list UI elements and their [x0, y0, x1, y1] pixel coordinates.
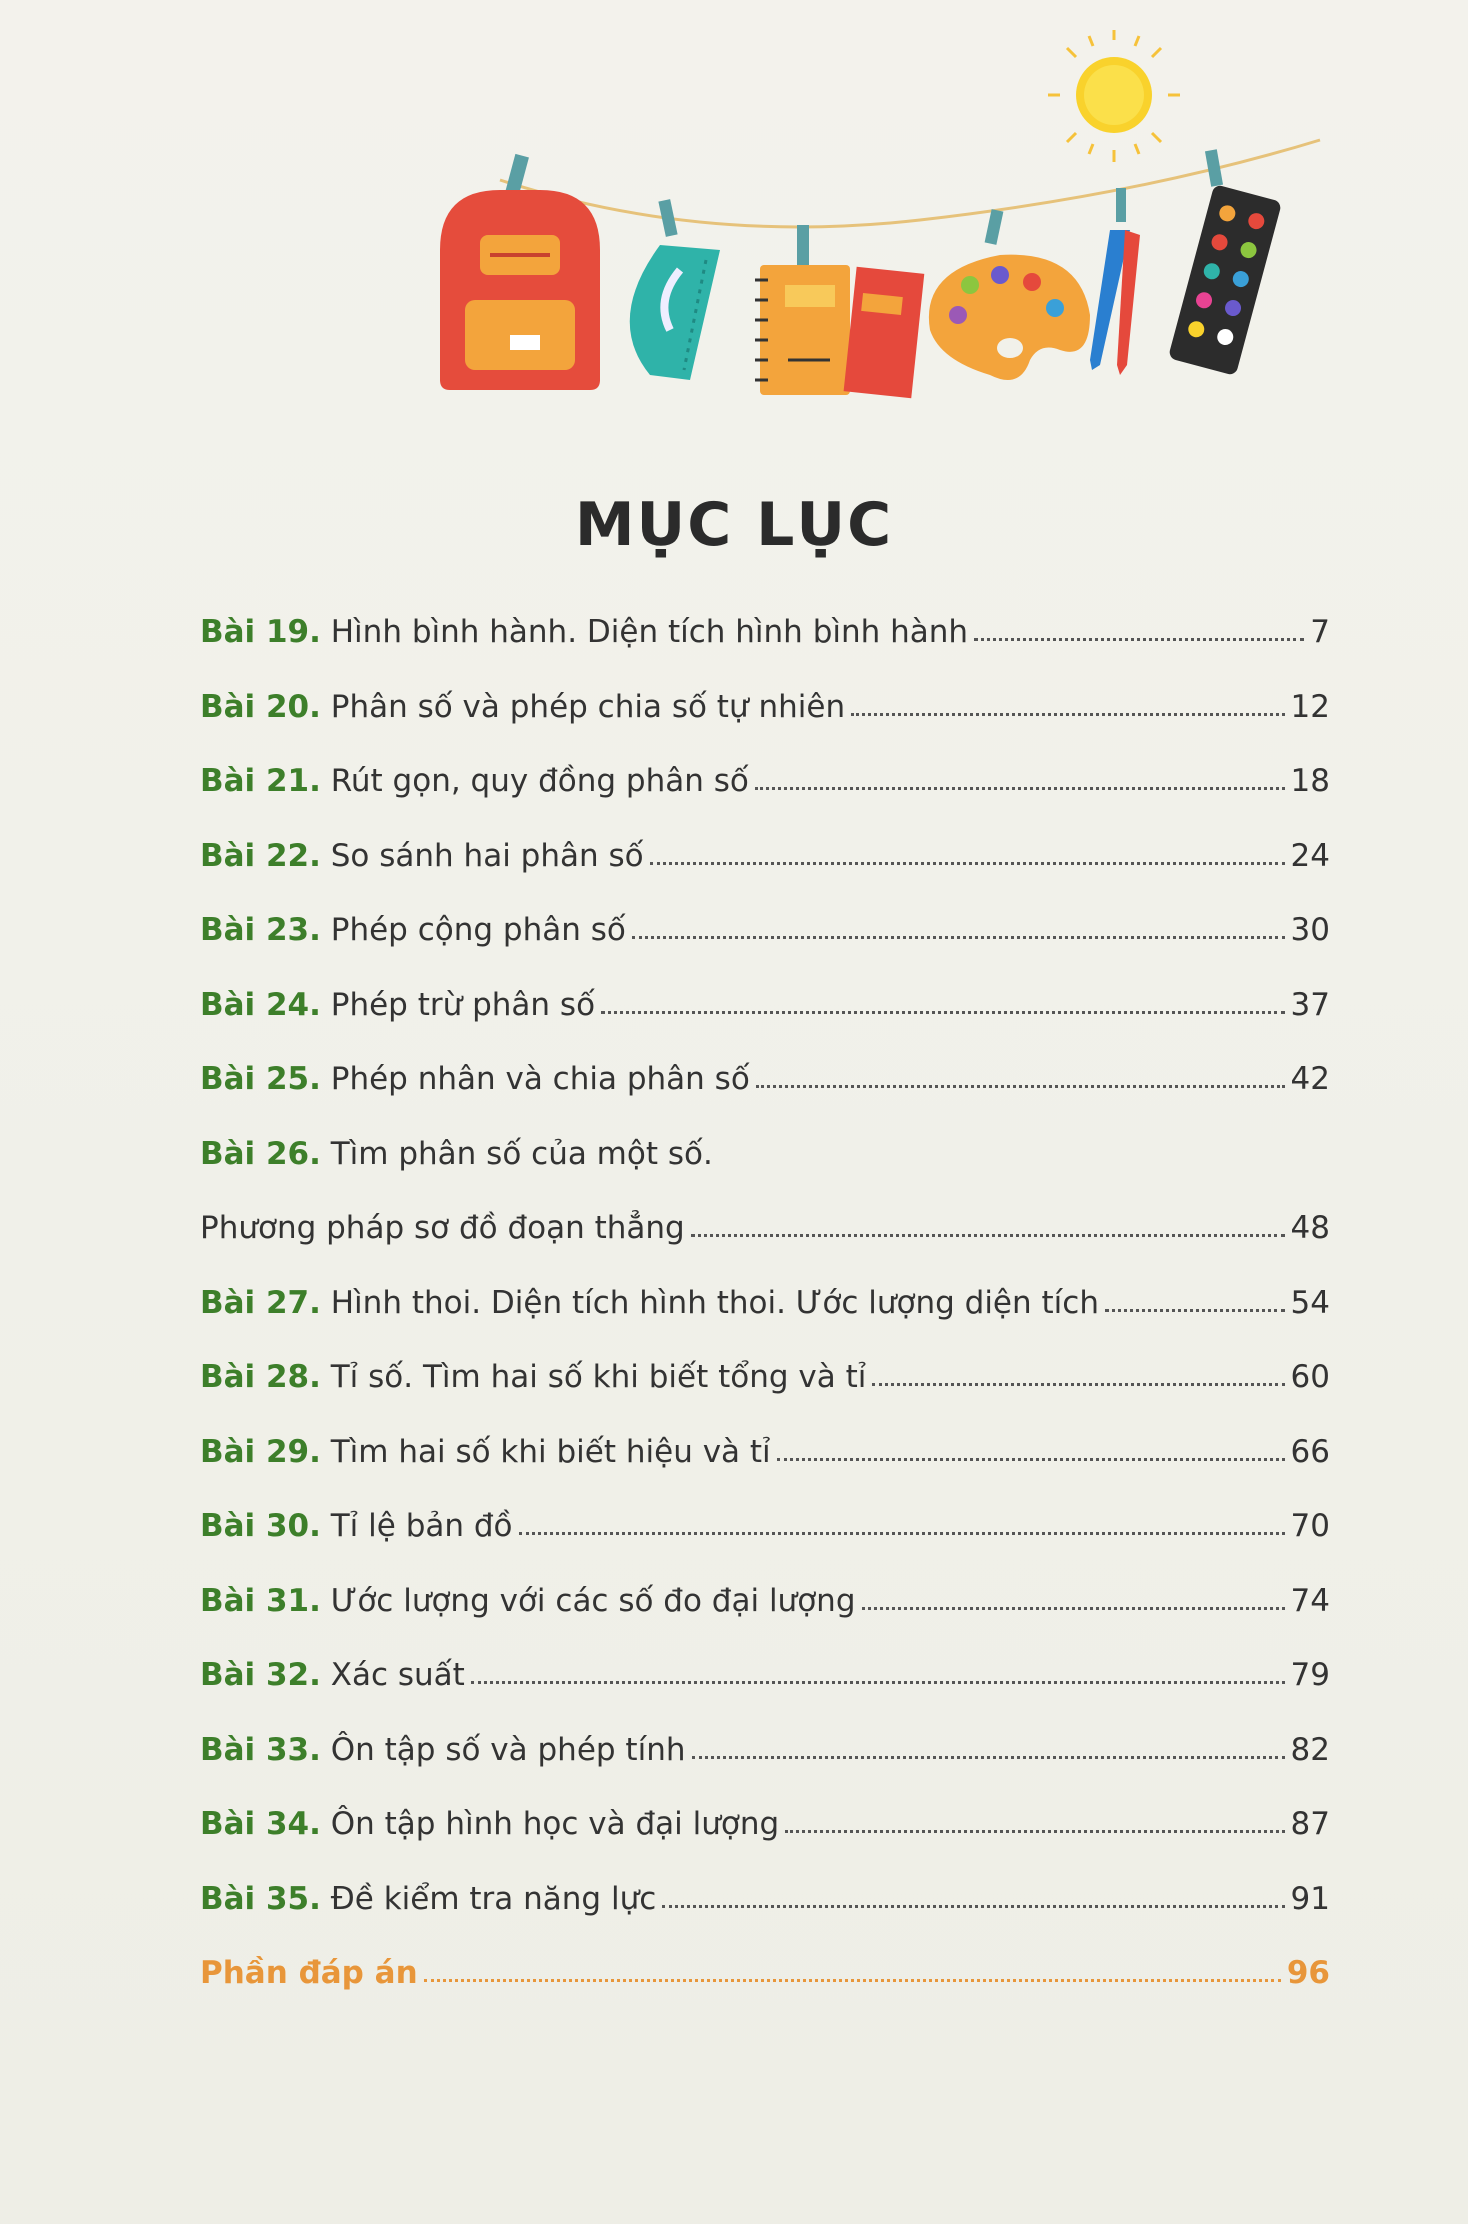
page-number: 70 [1290, 1508, 1330, 1544]
lesson-title: Tỉ số. Tìm hai số khi biết tổng và tỉ [330, 1359, 867, 1395]
sun-icon [1048, 30, 1180, 162]
page-number: 74 [1290, 1582, 1330, 1619]
toc-entry-label [200, 1806, 779, 1842]
notebook-icon [755, 225, 850, 395]
page-number: 42 [1290, 1061, 1330, 1097]
toc-entry-label [200, 1136, 713, 1172]
toc-entry-label [200, 1434, 771, 1470]
lesson-number: Bài 22. [200, 837, 321, 874]
toc-entry [200, 1122, 1330, 1172]
lesson-number: Bài 29. [200, 1433, 321, 1470]
dot-leader [755, 787, 1285, 790]
dot-leader [691, 1234, 1285, 1237]
lesson-title: Phân số và phép chia số tự nhiên [330, 688, 846, 725]
toc-entry [200, 1867, 1330, 1917]
answers-entry [200, 1941, 1330, 1991]
toc-entry-label [200, 614, 968, 650]
lesson-title: Phép nhân và chia phân số [330, 1061, 750, 1097]
pencil-icon [1090, 188, 1140, 375]
dot-leader [424, 1979, 1281, 1982]
page-number: 48 [1290, 1210, 1330, 1246]
dot-leader [756, 1085, 1285, 1088]
lesson-title: Hình thoi. Diện tích hình thoi. Ước lượng diện tích [330, 1284, 1099, 1321]
page-number: 12 [1290, 688, 1330, 725]
lesson-number: Bài 28. [200, 1359, 321, 1395]
dot-leader [662, 1905, 1284, 1908]
lesson-number: Bài 25. [200, 1061, 321, 1097]
toc-entry-label [200, 1285, 1099, 1321]
lesson-title: Ước lượng với các số đo đại lượng [330, 1582, 856, 1619]
page-number: 60 [1290, 1359, 1330, 1395]
dot-leader [1105, 1309, 1285, 1312]
lesson-number: Bài 21. [200, 763, 321, 799]
dot-leader [974, 638, 1304, 641]
dot-leader [471, 1681, 1285, 1684]
toc-entry [200, 600, 1330, 650]
dot-leader [785, 1830, 1284, 1833]
toc-entry [200, 1047, 1330, 1097]
lesson-number: Bài 33. [200, 1731, 321, 1768]
page-number: 82 [1290, 1731, 1330, 1768]
lesson-title: Ôn tập số và phép tính [330, 1731, 686, 1768]
toc-entry [200, 1792, 1330, 1842]
lesson-title: Đề kiểm tra năng lực [330, 1880, 657, 1917]
dot-leader [519, 1532, 1285, 1535]
page-number: 87 [1290, 1806, 1330, 1842]
lesson-number: Bài 35. [200, 1880, 321, 1917]
answers-label: Phần đáp án [200, 1955, 418, 1991]
page-title: MỤC LỤC [574, 490, 894, 560]
page-number: 66 [1290, 1433, 1330, 1470]
watercolor-set-icon [1168, 149, 1282, 376]
toc-entry [200, 973, 1330, 1023]
lesson-title: Ôn tập hình học và đại lượng [330, 1806, 780, 1842]
backpack-icon [440, 154, 600, 390]
lesson-title: Phép cộng phân số [330, 912, 626, 948]
toc-entry [200, 1196, 1330, 1246]
dot-leader [650, 862, 1285, 865]
palette-icon [929, 209, 1090, 380]
lesson-number: Bài 32. [200, 1657, 321, 1693]
lesson-number: Bài 24. [200, 986, 321, 1023]
dot-leader [692, 1756, 1285, 1759]
toc-entry [200, 749, 1330, 799]
lesson-number: Bài 34. [200, 1806, 321, 1842]
toc-entry-label [200, 1359, 866, 1395]
toc-entry [200, 1420, 1330, 1470]
answers-page-number: 96 [1286, 1955, 1330, 1991]
lesson-title: Tỉ lệ bản đồ [330, 1508, 513, 1544]
dot-leader [862, 1607, 1285, 1610]
lesson-title: So sánh hai phân số [330, 837, 644, 874]
dot-leader [851, 713, 1284, 716]
toc-entry [200, 1643, 1330, 1693]
toc-entry-label [200, 1881, 656, 1917]
lesson-title: Tìm hai số khi biết hiệu và tỉ [330, 1433, 771, 1470]
toc-entry-label [200, 1508, 513, 1544]
dot-leader [872, 1383, 1284, 1386]
page-number: 18 [1290, 763, 1330, 799]
toc-entry-label [200, 987, 595, 1023]
toc-entry-label [200, 689, 845, 725]
toc-entry [200, 1569, 1330, 1619]
toc-entry-label [200, 763, 749, 799]
lesson-title: Rút gọn, quy đồng phân số [330, 763, 749, 799]
lesson-number: Bài 31. [200, 1582, 321, 1619]
toc-entry [200, 824, 1330, 874]
lesson-number: Bài 20. [200, 688, 321, 725]
protractor-icon [630, 199, 720, 380]
toc-entry [200, 1345, 1330, 1395]
page-number: 30 [1290, 912, 1330, 948]
page-number: 91 [1290, 1880, 1330, 1917]
lesson-number: Bài 26. [200, 1135, 321, 1172]
lesson-title: Xác suất [330, 1657, 465, 1693]
page-number: 37 [1290, 986, 1330, 1023]
toc-entry-label [200, 838, 644, 874]
lesson-number: Bài 19. [200, 614, 321, 650]
toc-entry-label [200, 912, 626, 948]
dot-leader [632, 936, 1285, 939]
toc-entry-label [200, 1583, 856, 1619]
toc-entry [200, 1718, 1330, 1768]
lesson-title: Tìm phân số của một số. [330, 1135, 713, 1172]
dot-leader [777, 1458, 1285, 1461]
lesson-number: Bài 23. [200, 912, 321, 948]
lesson-title: Hình bình hành. Diện tích hình bình hành [330, 614, 969, 650]
lesson-number: Bài 27. [200, 1284, 321, 1321]
lesson-title: Phép trừ phân số [330, 986, 596, 1023]
toc-entry-label [200, 1210, 685, 1246]
toc-entry [200, 898, 1330, 948]
toc-entry [200, 675, 1330, 725]
page-number: 54 [1290, 1284, 1330, 1321]
toc-entry [200, 1271, 1330, 1321]
toc-entry [200, 1494, 1330, 1544]
book-icon [844, 267, 925, 398]
lesson-title: Phương pháp sơ đồ đoạn thẳng [200, 1210, 685, 1246]
toc-entry-label [200, 1657, 465, 1693]
page-number: 24 [1290, 837, 1330, 874]
page-number: 7 [1310, 614, 1330, 650]
toc-entry-label [200, 1732, 686, 1768]
dot-leader [601, 1011, 1285, 1014]
lesson-number: Bài 30. [200, 1508, 321, 1544]
clothesline-illustration [400, 30, 1360, 430]
page-number: 79 [1290, 1657, 1330, 1693]
toc-entry-label [200, 1061, 750, 1097]
